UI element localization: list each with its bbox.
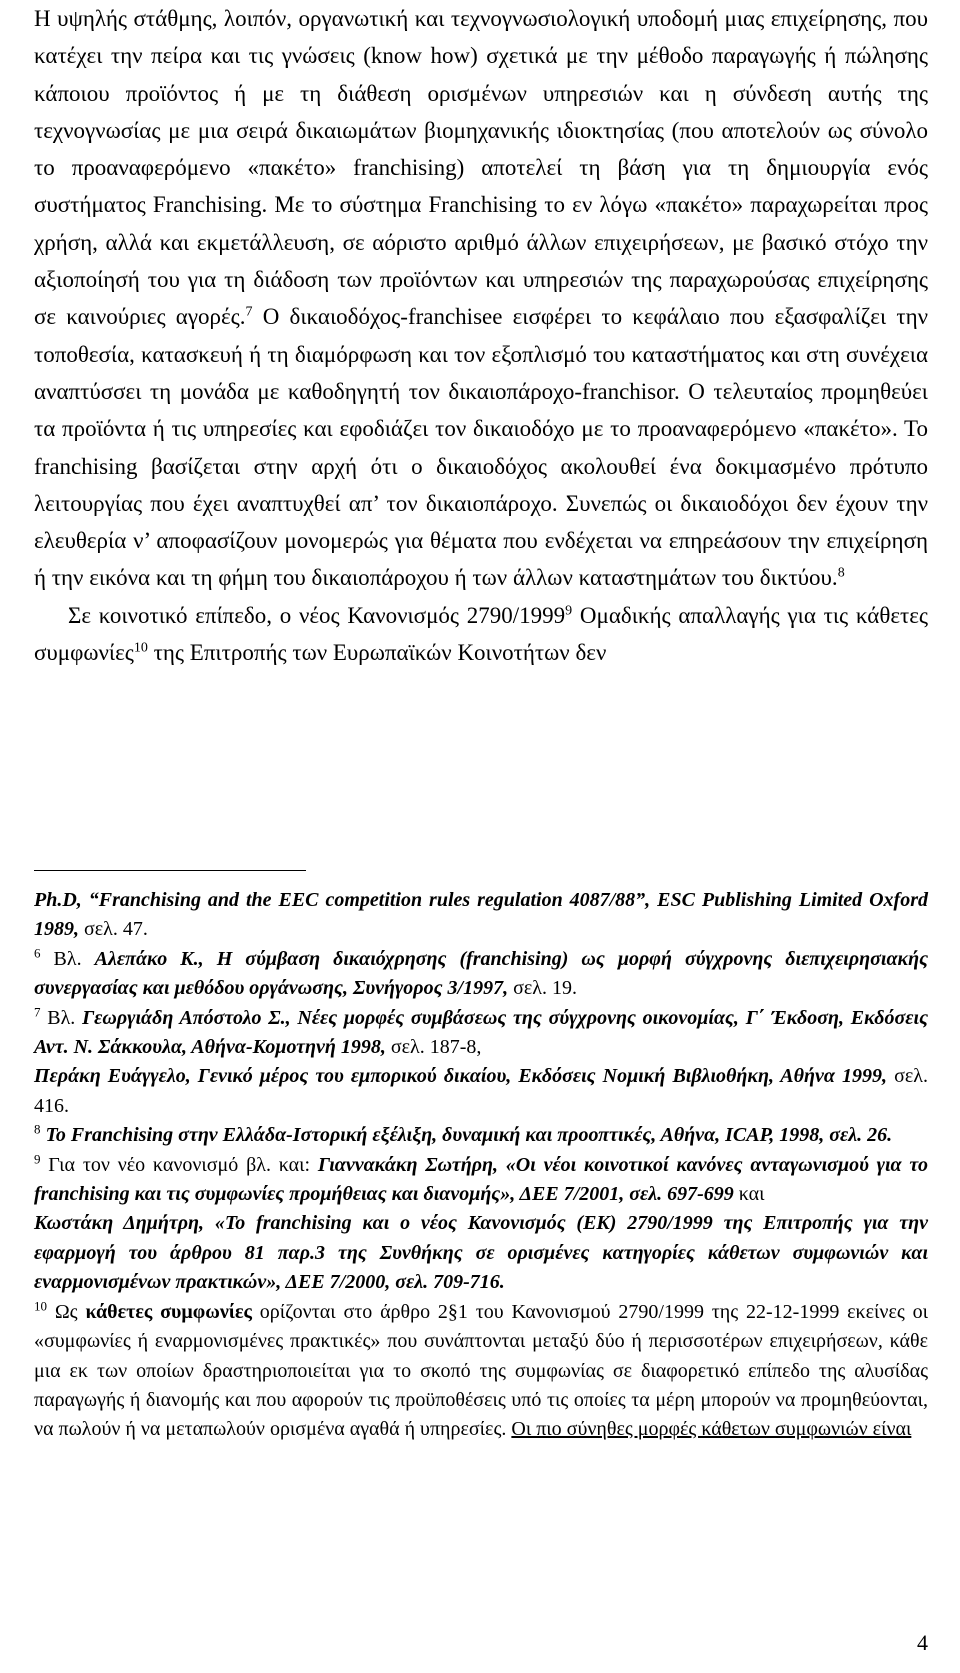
footnote-5-citation: Ph.D, “Franchising and the EEC competition rules regulation 4087/88”, ESC Publishing Limited Oxford 1989, xyxy=(34,889,928,941)
footnote-8-text: Το Franchising στην Ελλάδα-Ιστορική εξέλιξη, δυναμική και προοπτικές, Αθήνα, ICAP, 1998, σελ. 26. xyxy=(40,1124,893,1147)
footnote-ref-10[interactable]: 10 xyxy=(133,640,148,656)
main-text xyxy=(34,0,928,671)
footnote-7-prefix: Βλ. xyxy=(40,1006,83,1029)
footnote-ref-7[interactable]: 7 xyxy=(245,304,253,320)
footnote-ref-9[interactable]: 9 xyxy=(565,603,573,619)
footnote-6 xyxy=(34,945,928,1004)
footnote-7-number: 7 xyxy=(34,1003,41,1019)
footnote-6-author: Αλεπάκο Κ. xyxy=(94,947,199,970)
footnote-10-text: ορίζονται στο άρθρο 2§1 του Κανονισμού 2790/1999 της 22-12-1999 εκείνες οι «συμφωνίες ή εναρμονισμένες πρακτικές» που συνάπτονται μεταξύ δύο ή περισσοτέρων επιχειρήσεων, κάθε μια εκ των οποίων δραστηριοποιείται για το σκοπό της συμφωνίας σε διαφορετικό επίπεδο της αλυσίδας παραγωγής ή διανομής και που αφορούν τις προϋποθέσεις υπό τις οποίες τα μέρη μπορούν να προμηθεύονται, να πωλούν ή να μεταπωλούν ορισμένα αγαθά ή υπηρεσίες. xyxy=(34,1300,928,1441)
footnote-9 xyxy=(34,1151,928,1210)
footnote-7-ref-2: Περάκη Ευάγγελο, Γενικό μέρος του εμπορικού δικαίου, Εκδόσεις Νομική Βιβλιοθήκη, Αθήνα 1999, xyxy=(34,1065,888,1088)
footnote-10-underlined: Οι πιο σύνηθες μορφές κάθετων συμφωνιών είναι xyxy=(511,1418,912,1441)
footnote-10-term: κάθετες συμφωνίες xyxy=(85,1300,252,1323)
footnote-10-number: 10 xyxy=(34,1298,47,1314)
paragraph-2-text-a: Σε κοινοτικό επίπεδο, ο νέος Κανονισμός 2790/1999 xyxy=(68,602,566,628)
footnote-7 xyxy=(34,1004,928,1063)
footnote-6-page: σελ. 19. xyxy=(508,977,577,1000)
footnote-5-page: σελ. 47. xyxy=(79,918,148,941)
footnotes xyxy=(34,886,928,1445)
footnote-10-prefix: Ως xyxy=(47,1300,86,1323)
footnote-9-second-ref xyxy=(34,1209,928,1297)
footnote-5-continuation xyxy=(34,886,928,945)
footnote-9-prefix: Για τον νέο κανονισμό βλ. και: xyxy=(40,1153,318,1176)
footnote-7-page-2: σελ. 416. xyxy=(34,1065,928,1117)
footnote-separator xyxy=(34,870,306,871)
paragraph-1 xyxy=(34,0,928,597)
footnote-6-title: , Η σύμβαση δικαιόχρησης (franchising) ως μορφή σύγχρονης διεπιχειρησιακής συνεργασίας και μεθόδου οργάνωσης, Συνήγορος 3/1997, xyxy=(34,947,928,1000)
footnote-9-ref-1: Γιαννακάκη Σωτήρη, «Οι νέοι κοινοτικοί κανόνες ανταγωνισμού για το franchising και τις συμφωνίες προμήθειας και διανομής», ΔΕΕ 7/2001, σελ. 697-699 xyxy=(34,1153,928,1206)
footnote-7-page-1: σελ. 187-8, xyxy=(385,1036,482,1059)
paragraph-2 xyxy=(34,597,928,672)
footnote-6-number: 6 xyxy=(34,945,41,961)
footnote-9-ref-2: Κωστάκη Δημήτρη, «Το franchising και ο νέος Κανονισμός (ΕΚ) 2790/1999 της Επιτροπής για την εφαρμογή του άρθρου 81 παρ.3 της Συνθήκης σε ορισμένες κατηγορίες κάθετων συμφωνιών και εναρμονισμένων πρακτικών», ΔΕΕ 7/2000, σελ. 709-716. xyxy=(34,1212,928,1294)
footnote-8-number: 8 xyxy=(34,1121,41,1137)
footnote-6-prefix: Βλ. xyxy=(40,947,95,970)
page-number: 4 xyxy=(917,1630,928,1655)
footnote-9-and: και xyxy=(733,1183,765,1206)
paragraph-1-text-a: Η υψηλής στάθμης, λοιπόν, οργανωτική και τεχνογνωσιολογική υποδομή μιας επιχείρησης, που κατέχει την πείρα και τις γνώσεις (know how) σχετικά με την μέθοδο παραγωγής ή πώλησης κάποιου προϊόντος ή με τη διάθεση ορισμένων υπηρεσιών και η σύνδεση αυτής της τεχνογνωσίας με μια σειρά δικαιωμάτων βιομηχανικής ιδιοκτησίας (που αποτελούν ως σύνολο το προαναφερόμενο «πακέτο» franchising) αποτελεί τη βάση για τη δημιουργία ενός συστήματος Franchising. Με το σύστημα Franchising το εν λόγω «πακέτο» παραχωρείται προς χρήση, αλλά και εκμετάλλευση, σε αόριστο αριθμό άλλων επιχειρήσεων, με βασικό στόχο την αξιοποίησή του για τη διάδοση των προϊόντων και υπηρεσιών της παραχωρούσας επιχείρησης σε καινούριες αγορές. xyxy=(34,6,928,330)
paragraph-1-text-b: Ο δικαιοδόχος-franchisee εισφέρει το κεφάλαιο που εξασφαλίζει την τοποθεσία, κατασκευή ή τη διαμόρφωση και τον εξοπλισμό του καταστήματος και στη συνέχεια αναπτύσσει τη μονάδα με καθοδηγητή τον δικαιοπάροχο-franchisor. Ο τελευταίος προμηθεύει τα προϊόντα ή τις υπηρεσίες και εφοδιάζει τον δικαιοδόχο με το προαναφερόμενο «πακέτο». Το franchising βασίζεται στην αρχή ότι ο δικαιοδόχος ακολουθεί ένα δοκιμασμένο πρότυπο λειτουργίας που έχει αναπτυχθεί απ’ τον δικαιοπάροχο. Συνεπώς οι δικαιοδόχοι δεν έχουν την ελευθερία ν’ αποφασίζουν μονομερώς για θέματα που ενδέχεται να επηρεάσουν την επιχείρηση ή την εικόνα και τη φήμη του δικαιοπάροχου ή των άλλων καταστημάτων του δικτύου. xyxy=(34,304,929,591)
footnote-9-number: 9 xyxy=(34,1151,41,1166)
footnote-7-second-ref xyxy=(34,1062,928,1121)
paragraph-2-text-c: της Επιτροπής των Ευρωπαϊκών Κοινοτήτων δεν xyxy=(147,640,607,666)
paragraph-2-text-b: Ομαδικής απαλλαγής για τις κάθετες συμφωνίες xyxy=(34,602,928,666)
footnote-8 xyxy=(34,1121,928,1150)
footnote-7-ref-1: Γεωργιάδη Απόστολο Σ., Νέες μορφές συμβάσεως της σύγχρονης οικονομίας, Γ΄ Έκδοση, Εκδόσεις Αντ. Ν. Σάκκουλα, Αθήνα-Κομοτηνή 1998, xyxy=(34,1006,928,1059)
footnote-10 xyxy=(34,1298,928,1445)
footnote-ref-8[interactable]: 8 xyxy=(837,565,845,581)
